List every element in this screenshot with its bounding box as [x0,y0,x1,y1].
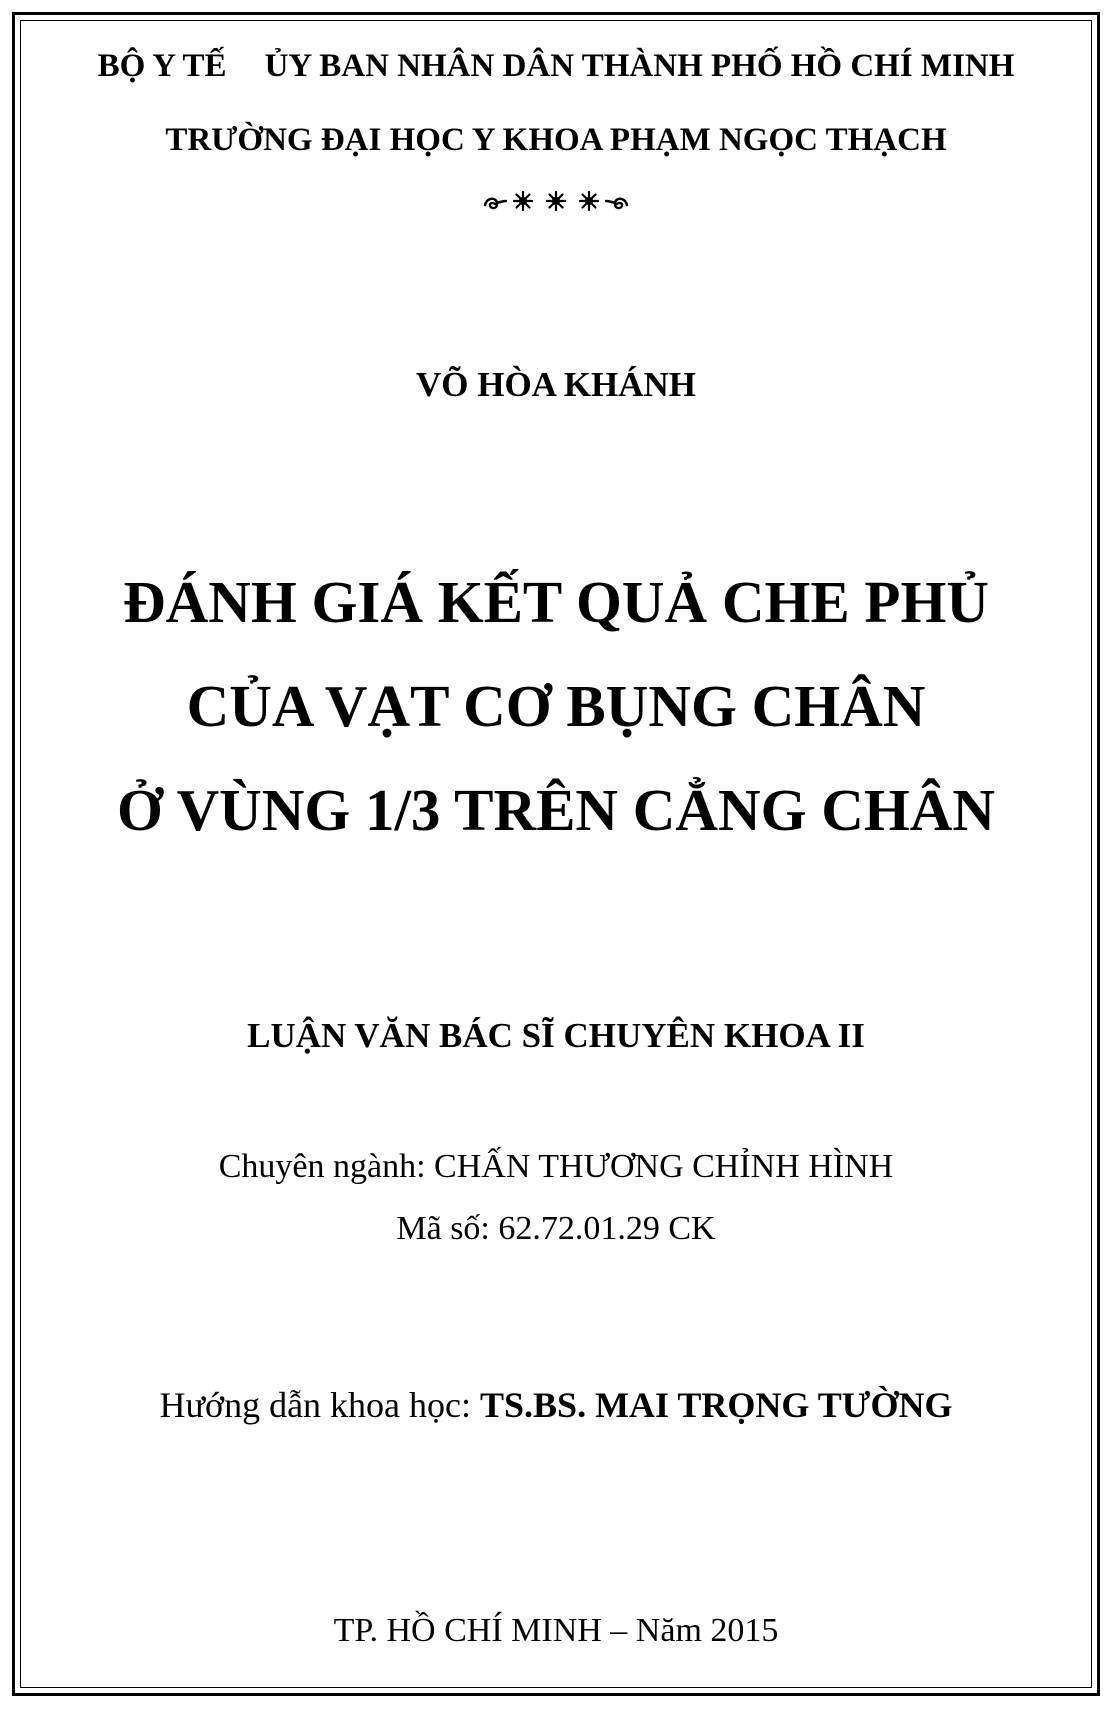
major-line [0,1148,1112,1186]
advisor-line [0,1384,1112,1426]
major-label: Chuyên ngành: [218,1148,426,1185]
degree-type: LUẬN VĂN BÁC SĨ CHUYÊN KHOA II [247,1016,865,1055]
author-name: VÕ HÒA KHÁNH [415,365,697,404]
code-label: Mã số: [396,1210,490,1247]
place-year: TP. HỒ CHÍ MINH – Năm 2015 [333,1612,779,1649]
university-name: TRƯỜNG ĐẠI HỌC Y KHOA PHẠM NGỌC THẠCH [165,122,947,158]
header-agencies [0,48,1112,85]
advisor-name: TS.BS. MAI TRỌNG TƯỜNG [480,1385,953,1425]
major-value: CHẤN THƯƠNG CHỈNH HÌNH [434,1148,894,1185]
code-line [0,1210,1112,1248]
ministry-name: BỘ Y TẾ [97,48,227,84]
code-value: 62.72.01.29 CK [498,1210,716,1247]
thesis-title [0,550,1112,862]
thesis-title-line-1: ĐÁNH GIÁ KẾT QUẢ CHE PHỦ [123,569,989,635]
thesis-title-line-3: Ở VÙNG 1/3 TRÊN CẲNG CHÂN [117,777,995,843]
thesis-title-line-2: CỦA VẠT CƠ BỤNG CHÂN [186,673,926,739]
floral-divider-icon [0,186,1112,216]
committee-name: ỦY BAN NHÂN DÂN THÀNH PHỐ HỒ CHÍ MINH [264,48,1015,84]
advisor-label: Hướng dẫn khoa học: [159,1385,472,1425]
